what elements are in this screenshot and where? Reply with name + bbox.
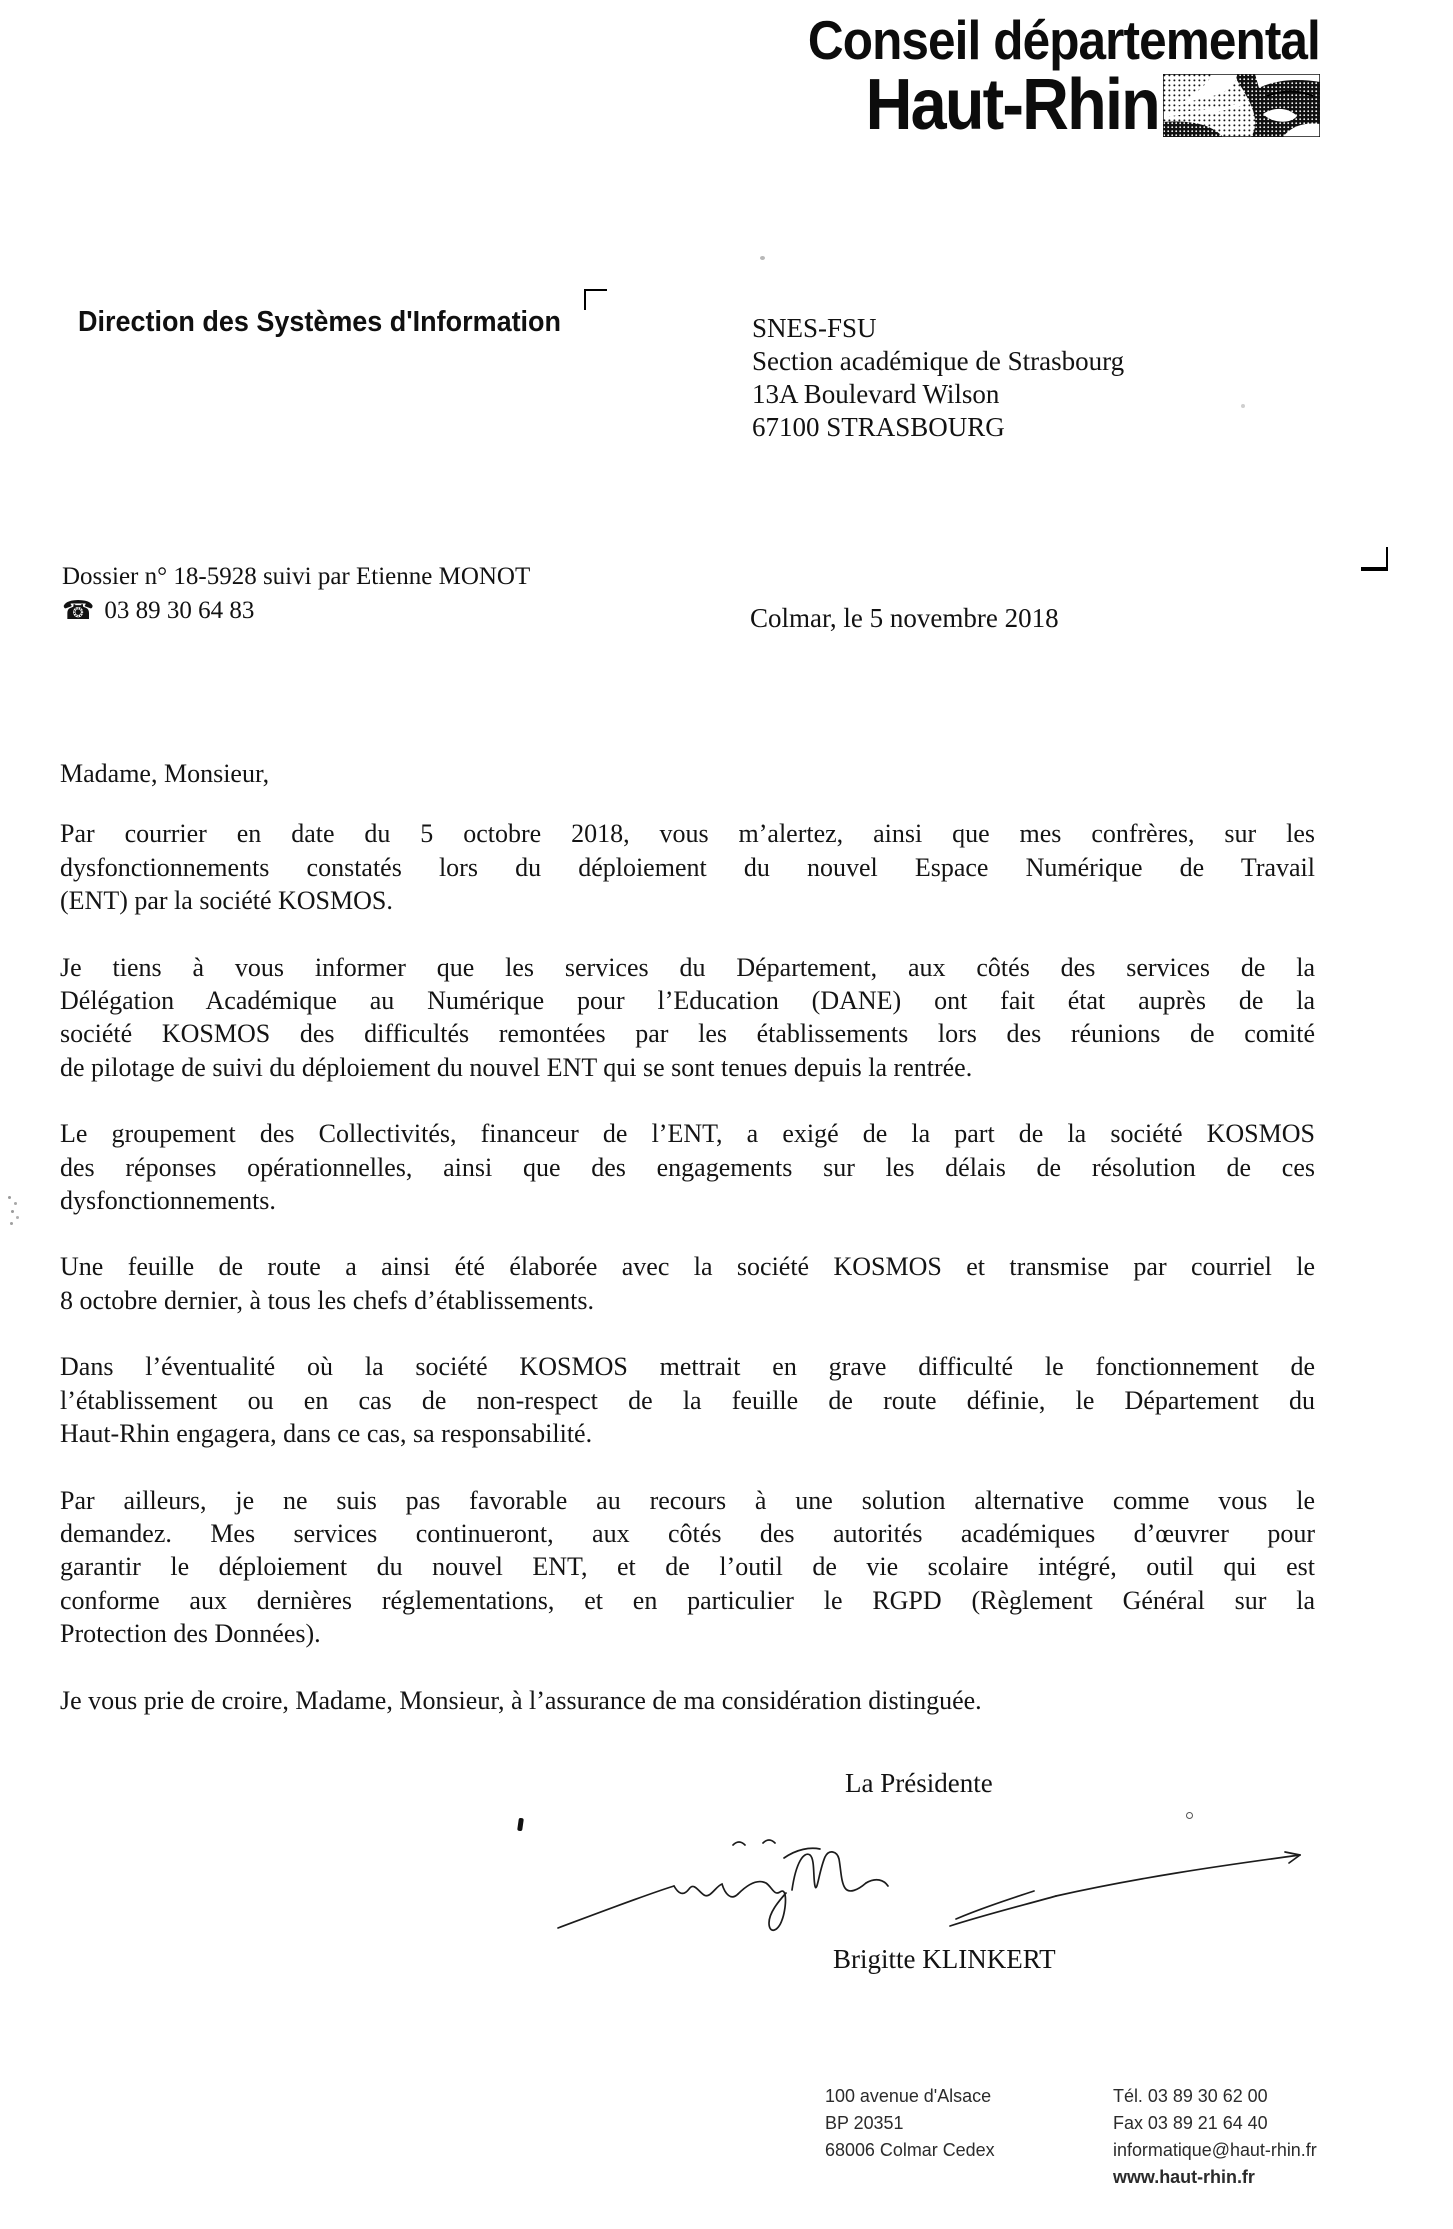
paragraph	[60, 1484, 1315, 1651]
body-line: conforme aux dernières réglementations, et en particulier le RGPD (Règlement Général sur la	[60, 1585, 1315, 1615]
footer-email: informatique@haut-rhin.fr	[1113, 2139, 1317, 2160]
logo-conseil-departemental	[751, 9, 1320, 145]
salutation: Madame, Monsieur,	[60, 759, 270, 788]
paragraph	[60, 1350, 1315, 1450]
scan-speck	[1241, 404, 1245, 408]
body-line: demandez. Mes services continueront, aux côtés des autorités académiques d’œuvrer pour	[60, 1518, 1315, 1548]
footer-postal-address	[825, 2082, 995, 2163]
body-line: garantir le déploiement du nouvel ENT, et de l’outil de vie scolaire intégré, outil qui est	[60, 1552, 1315, 1582]
footer-line: BP 20351	[825, 2112, 904, 2133]
body-line: Haut-Rhin engagera, dans ce cas, sa responsabilité.	[60, 1419, 593, 1449]
footer-website: www.haut-rhin.fr	[1113, 2166, 1255, 2187]
dossier-number: Dossier n° 18-5928 suivi par Etienne MONOT	[62, 563, 531, 590]
body-line: société KOSMOS des difficultés remontées par les établissements lors des réunions de comité	[60, 1019, 1315, 1049]
footer-line: 100 avenue d'Alsace	[825, 2085, 992, 2106]
signature-name: Brigitte KLINKERT	[833, 1944, 1056, 1974]
recipient-line: 67100 STRASBOURG	[752, 412, 1005, 442]
body-line: dysfonctionnements.	[60, 1186, 276, 1216]
body-line: Délégation Académique au Numérique pour l’Education (DANE) ont fait état auprès de la	[60, 986, 1315, 1016]
window-corner-bottom-right	[1361, 547, 1388, 571]
footer-line: 68006 Colmar Cedex	[825, 2139, 995, 2160]
landscape-halftone-icon	[1163, 74, 1320, 137]
footer-contact-info	[1113, 2082, 1317, 2190]
body-line: Je tiens à vous informer que les services du Département, aux côtés des services de la	[60, 952, 1315, 982]
dateline: Colmar, le 5 novembre 2018	[750, 603, 1059, 633]
body-line: Protection des Données).	[60, 1619, 321, 1649]
window-corner-top-left	[584, 289, 607, 310]
paragraph	[60, 817, 1315, 917]
phone-number: 03 89 30 64 83	[104, 597, 255, 624]
phone-line	[62, 594, 530, 628]
handwritten-signature	[552, 1822, 1327, 1940]
logo-text-line2: Haut-Rhin	[865, 65, 1159, 145]
logo-text-line1: Conseil départemental	[807, 9, 1320, 71]
body-line: des réponses opérationnelles, ainsi que des engagements sur les délais de résolution de ces	[60, 1152, 1315, 1182]
footer-phone: Tél. 03 89 30 62 00	[1113, 2085, 1268, 2106]
paragraph	[60, 951, 1315, 1085]
footer-fax: Fax 03 89 21 64 40	[1113, 2112, 1268, 2133]
recipient-line: Section académique de Strasbourg	[752, 346, 1125, 376]
body-line: Dans l’éventualité où la société KOSMOS mettrait en grave difficulté le fonctionnement de	[60, 1352, 1315, 1382]
sender-department: Direction des Systèmes d'Information	[78, 306, 562, 338]
body-line: Par courrier en date du 5 octobre 2018, vous m’alertez, ainsi que mes confrères, sur les	[60, 819, 1315, 849]
telephone-icon: ☎	[62, 596, 95, 626]
reference-block	[62, 560, 530, 628]
letter-body	[60, 757, 1315, 1750]
scan-tickmark	[517, 1818, 524, 1832]
body-line: Par ailleurs, je ne suis pas favorable au recours à une solution alternative comme vous le	[60, 1485, 1315, 1515]
scan-dot	[1186, 1812, 1193, 1819]
closing-line: Je vous prie de croire, Madame, Monsieur, à l’assurance de ma considération distinguée.	[60, 1685, 982, 1715]
signature-title: La Présidente	[845, 1768, 993, 1798]
recipient-address	[752, 312, 1124, 444]
body-line: dysfonctionnements constatés lors du déploiement du nouvel Espace Numérique de Travail	[60, 852, 1315, 882]
paragraph	[60, 1250, 1315, 1317]
body-line: 8 octobre dernier, à tous les chefs d’établissements.	[60, 1285, 594, 1315]
paragraph	[60, 1117, 1315, 1217]
body-line: de pilotage de suivi du déploiement du nouvel ENT qui se sont tenues depuis la rentrée.	[60, 1052, 973, 1082]
body-line: Une feuille de route a ainsi été élaborée avec la société KOSMOS et transmise par courriel le	[60, 1252, 1315, 1282]
scan-squiggle	[8, 1196, 11, 1199]
body-line: l’établissement ou en cas de non-respect de la feuille de route définie, le Département du	[60, 1385, 1315, 1415]
recipient-line: 13A Boulevard Wilson	[752, 379, 1000, 409]
body-line: (ENT) par la société KOSMOS.	[60, 886, 393, 916]
scan-speck	[760, 256, 765, 260]
body-line: Le groupement des Collectivités, financeur de l’ENT, a exigé de la part de la société KOSMOS	[60, 1119, 1315, 1149]
recipient-line: SNES-FSU	[752, 313, 877, 343]
